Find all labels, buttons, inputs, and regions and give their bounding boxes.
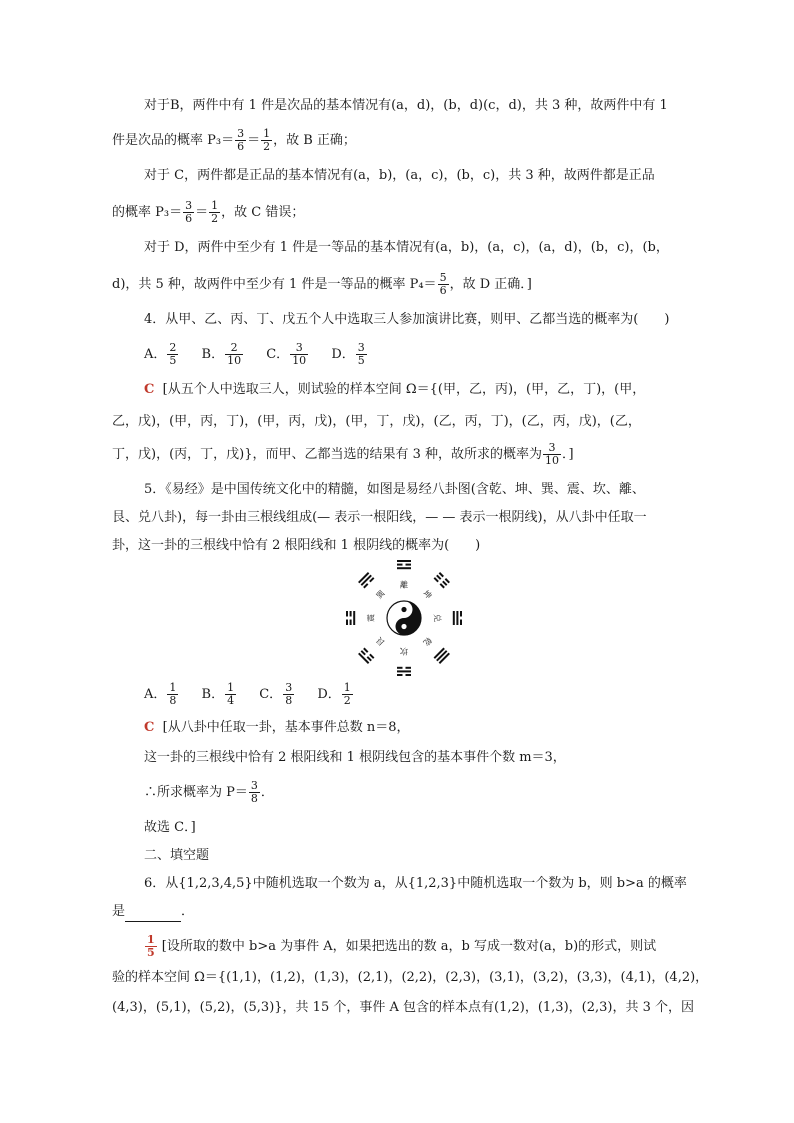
q4-solution-line-2: 乙，戊)，(甲，丙，丁)，(甲，丙，戊)，(甲，丁，戊)，(乙，丙，丁)，(乙，丙，戊)，(乙， bbox=[112, 414, 641, 429]
trigram-label: 艮 bbox=[374, 635, 387, 648]
q6-solution-text-1: [设所取的数中 b>a 为事件 A，如果把选出的数 a，b 写成一数对(a，b)的形式，则试 bbox=[161, 939, 657, 954]
q4-option-b-label: B． bbox=[201, 347, 225, 362]
q4-option-d-label: D． bbox=[331, 347, 355, 362]
q5-solution-text-3: ∴所求概率为 P＝ bbox=[144, 785, 248, 800]
q5-option-b-frac bbox=[225, 682, 236, 707]
b-fraction-2-num: 1 bbox=[263, 127, 271, 140]
q6-solution-line-1 bbox=[144, 934, 656, 959]
yin-yang-dot-dark bbox=[401, 607, 406, 612]
q5-option-d-den: 2 bbox=[343, 694, 351, 707]
yang-line bbox=[397, 670, 411, 672]
q4-option-c-den: 10 bbox=[292, 354, 307, 367]
q4-option-a-label: A． bbox=[144, 347, 167, 362]
q4-stem: 4．从甲、乙、丙、丁、戊五个人中选取三人参加演讲比赛，则甲、乙都当选的概率为( ) bbox=[144, 312, 670, 327]
q4-option-d bbox=[331, 342, 367, 367]
q4-solution-frac bbox=[543, 442, 561, 467]
q6-stem-2 bbox=[112, 902, 194, 922]
yin-line bbox=[406, 674, 412, 676]
q6-answer-den: 5 bbox=[147, 946, 155, 959]
q6-solution-line-2: 验的样本空间 Ω＝{(1,1)，(1,2)，(1,3)，(2,1)，(2,2)，(2,3)，(3,1)，(3,2)，(3,3)，(4,1)，(4,2)， bbox=[112, 970, 709, 985]
q4-option-d-num: 3 bbox=[357, 341, 365, 354]
c-line-2 bbox=[112, 200, 304, 225]
yin-yang-dot-light bbox=[401, 624, 406, 629]
q5-option-c bbox=[259, 682, 295, 707]
q6-answer-frac bbox=[145, 934, 157, 959]
q4-option-d-den: 5 bbox=[357, 354, 365, 367]
q5-option-d-label: D． bbox=[317, 687, 341, 702]
q4-option-b-num: 2 bbox=[225, 342, 243, 355]
trigram-5 bbox=[397, 667, 411, 676]
q6-stem-2-text: 是 bbox=[112, 904, 126, 919]
q5-option-c-num: 3 bbox=[285, 681, 293, 694]
b-fraction-2 bbox=[261, 128, 272, 153]
yang-line bbox=[397, 567, 411, 569]
q5-stem-1: 5．《易经》是中国传统文化中的精髓，如图是易经八卦图(含乾、坤、巽、震、坎、離、 bbox=[144, 482, 645, 497]
d-line-2-post: ，故 D 正确．] bbox=[449, 277, 532, 292]
b-eq: ＝ bbox=[247, 133, 261, 148]
q5-answer: C bbox=[144, 720, 155, 735]
c-line-1: 对于 C，两件都是正品的基本情况有(a，b)，(a，c)，(b，c)，共 3 种，故两件都是正品 bbox=[144, 168, 655, 183]
q4-option-b-den: 10 bbox=[227, 354, 242, 367]
trigram-8 bbox=[358, 572, 374, 588]
trigram-1 bbox=[397, 560, 411, 569]
bagua-diagram bbox=[342, 556, 466, 680]
q5-solution-frac bbox=[249, 780, 260, 805]
q4-option-c-label: C． bbox=[266, 347, 290, 362]
trigram-4 bbox=[434, 648, 450, 664]
q5-stem-2: 艮、兑八卦)，每一卦由三根线组成(— 表示一根阳线，— — 表示一根阴线)，从八卦中任取一 bbox=[112, 510, 647, 525]
yang-line bbox=[453, 611, 455, 625]
q4-solution-text-1: [从五个人中选取三人，则试验的样本空间 Ω＝{(甲，乙，丙)，(甲，乙，丁)，(甲， bbox=[162, 382, 646, 397]
q5-solution-line-2: 这一卦的三根线中恰有 2 根阳线和 1 根阴线包含的基本事件个数 m＝3， bbox=[144, 750, 566, 765]
yang-line bbox=[353, 611, 355, 625]
q4-option-c-num: 3 bbox=[290, 342, 308, 355]
d-fraction bbox=[438, 272, 449, 297]
yin-line bbox=[350, 620, 352, 626]
b-line-1: 对于B，两件中有 1 件是次品的基本情况有(a，d)，(b，d)(c，d)，共 3 种，故两件中有 1 bbox=[144, 98, 668, 113]
trigram-label: 坎 bbox=[400, 646, 408, 656]
q4-option-d-frac bbox=[356, 342, 367, 367]
q5-option-b bbox=[202, 682, 238, 707]
b-fraction-1-num: 3 bbox=[237, 127, 245, 140]
q4-solution-end: ．] bbox=[562, 447, 574, 462]
q4-solution-line-3 bbox=[112, 442, 574, 467]
b-line-2 bbox=[112, 128, 356, 153]
trigram-label: 巽 bbox=[374, 588, 387, 601]
q4-answer: C bbox=[144, 382, 155, 397]
yin-line bbox=[397, 674, 403, 676]
trigram-7 bbox=[346, 611, 355, 625]
yin-line bbox=[460, 620, 462, 626]
q5-option-c-label: C． bbox=[259, 687, 283, 702]
q4-solution-frac-den: 10 bbox=[545, 454, 560, 467]
yin-line bbox=[350, 611, 352, 617]
c-line-2-post: ，故 C 错误； bbox=[221, 205, 305, 220]
trigram-label: 震 bbox=[366, 614, 376, 622]
q5-option-a-label: A． bbox=[144, 687, 167, 702]
q5-option-b-label: B． bbox=[201, 687, 225, 702]
b-line-2-text: 件是次品的概率 P₃＝ bbox=[112, 133, 235, 148]
yin-yang-symbol bbox=[387, 601, 421, 635]
q5-option-d-num: 1 bbox=[343, 681, 351, 694]
q4-option-b bbox=[202, 342, 245, 367]
q5-option-d-frac bbox=[342, 682, 353, 707]
q6-stem-1: 6．从{1,2,3,4,5}中随机选取一个数为 a，从{1,2,3}中随机选取一个数为 b，则 b>a 的概率 bbox=[144, 876, 687, 891]
yang-line bbox=[456, 611, 458, 625]
yang-line bbox=[397, 560, 411, 562]
q4-option-a-frac bbox=[167, 342, 178, 367]
c-fraction-2 bbox=[209, 200, 220, 225]
c-fraction-2-num: 1 bbox=[211, 199, 219, 212]
q4-option-b-frac bbox=[225, 342, 243, 367]
q5-option-b-den: 4 bbox=[227, 694, 235, 707]
yin-line bbox=[346, 611, 348, 617]
trigram-3 bbox=[453, 611, 462, 625]
c-eq: ＝ bbox=[195, 205, 209, 220]
d-line-1: 对于 D，两件中至少有 1 件是一等品的基本情况有(a，b)，(a，c)，(a，d)，(b，c)，(b， bbox=[144, 240, 669, 255]
q4-options bbox=[144, 342, 386, 367]
q5-options bbox=[144, 682, 372, 707]
q4-option-c-frac bbox=[290, 342, 308, 367]
yin-line bbox=[406, 564, 412, 566]
c-fraction-1-num: 3 bbox=[185, 199, 193, 212]
q5-option-d bbox=[317, 682, 353, 707]
q4-option-a bbox=[144, 342, 179, 367]
q4-solution-frac-num: 3 bbox=[543, 442, 561, 455]
q4-option-a-num: 2 bbox=[169, 341, 177, 354]
q5-option-a-frac bbox=[167, 682, 178, 707]
q5-option-c-den: 8 bbox=[285, 694, 293, 707]
b-fraction-2-den: 2 bbox=[263, 140, 271, 153]
b-fraction-1 bbox=[235, 128, 246, 153]
q4-solution-line-1 bbox=[144, 380, 645, 400]
q5-solution-line-3 bbox=[144, 780, 274, 805]
q5-solution-text-1: [从八卦中任取一卦，基本事件总数 n＝8， bbox=[162, 720, 410, 735]
yin-line bbox=[460, 611, 462, 617]
q5-option-a-num: 1 bbox=[169, 681, 177, 694]
yin-line bbox=[397, 667, 403, 669]
q5-option-a bbox=[144, 682, 179, 707]
q4-option-a-den: 5 bbox=[169, 354, 177, 367]
c-fraction-1-den: 6 bbox=[185, 212, 193, 225]
q5-solution-line-4: 故选 C．] bbox=[144, 820, 196, 835]
q5-option-b-num: 1 bbox=[227, 681, 235, 694]
q5-solution-frac-num: 3 bbox=[250, 779, 258, 792]
yin-line bbox=[346, 620, 348, 626]
d-fraction-num: 5 bbox=[439, 271, 447, 284]
c-line-2-text: 的概率 P₃＝ bbox=[112, 205, 183, 220]
q4-option-c bbox=[266, 342, 309, 367]
q5-solution-frac-den: 8 bbox=[250, 792, 258, 805]
d-fraction-den: 6 bbox=[439, 284, 447, 297]
q6-answer-num: 1 bbox=[147, 933, 155, 946]
trigram-2 bbox=[434, 572, 450, 588]
q6-solution-line-3: (4,3)，(5,1)，(5,2)，(5,3)}，共 15 个，事件 A 包含的样本点有(1,2)，(1,3)，(2,3)，共 3 个，因 bbox=[112, 1000, 694, 1015]
q5-option-a-den: 8 bbox=[169, 694, 177, 707]
q4-solution-text-3: 丁，戊)，(丙，丁，戊)}，而甲、乙都当选的结果有 3 种，故所求的概率为 bbox=[112, 447, 543, 462]
b-fraction-1-den: 6 bbox=[237, 140, 245, 153]
c-fraction-2-den: 2 bbox=[211, 212, 219, 225]
b-line-2-post: ，故 B 正确； bbox=[273, 133, 356, 148]
q5-solution-line-1 bbox=[144, 718, 409, 738]
d-line-2 bbox=[112, 272, 532, 297]
q6-stem-2-end: ． bbox=[181, 904, 195, 919]
q6-answer-blank bbox=[125, 907, 181, 922]
section-title: 二、填空题 bbox=[144, 848, 210, 863]
yin-line bbox=[397, 564, 403, 566]
q5-option-c-frac bbox=[283, 682, 294, 707]
d-line-2-text: d)，共 5 种，故两件中至少有 1 件是一等品的概率 P₄＝ bbox=[112, 277, 437, 292]
trigram-label: 坤 bbox=[421, 588, 434, 601]
trigram-6 bbox=[358, 648, 374, 664]
q5-solution-end: ． bbox=[260, 785, 274, 800]
c-fraction-1 bbox=[183, 200, 194, 225]
trigram-label: 乾 bbox=[421, 635, 434, 648]
yin-line bbox=[406, 667, 412, 669]
trigram-label: 離 bbox=[400, 580, 408, 590]
q5-stem-3: 卦，这一卦的三根线中恰有 2 根阳线和 1 根阴线的概率为( ) bbox=[112, 538, 481, 553]
trigram-label: 兑 bbox=[432, 614, 442, 622]
